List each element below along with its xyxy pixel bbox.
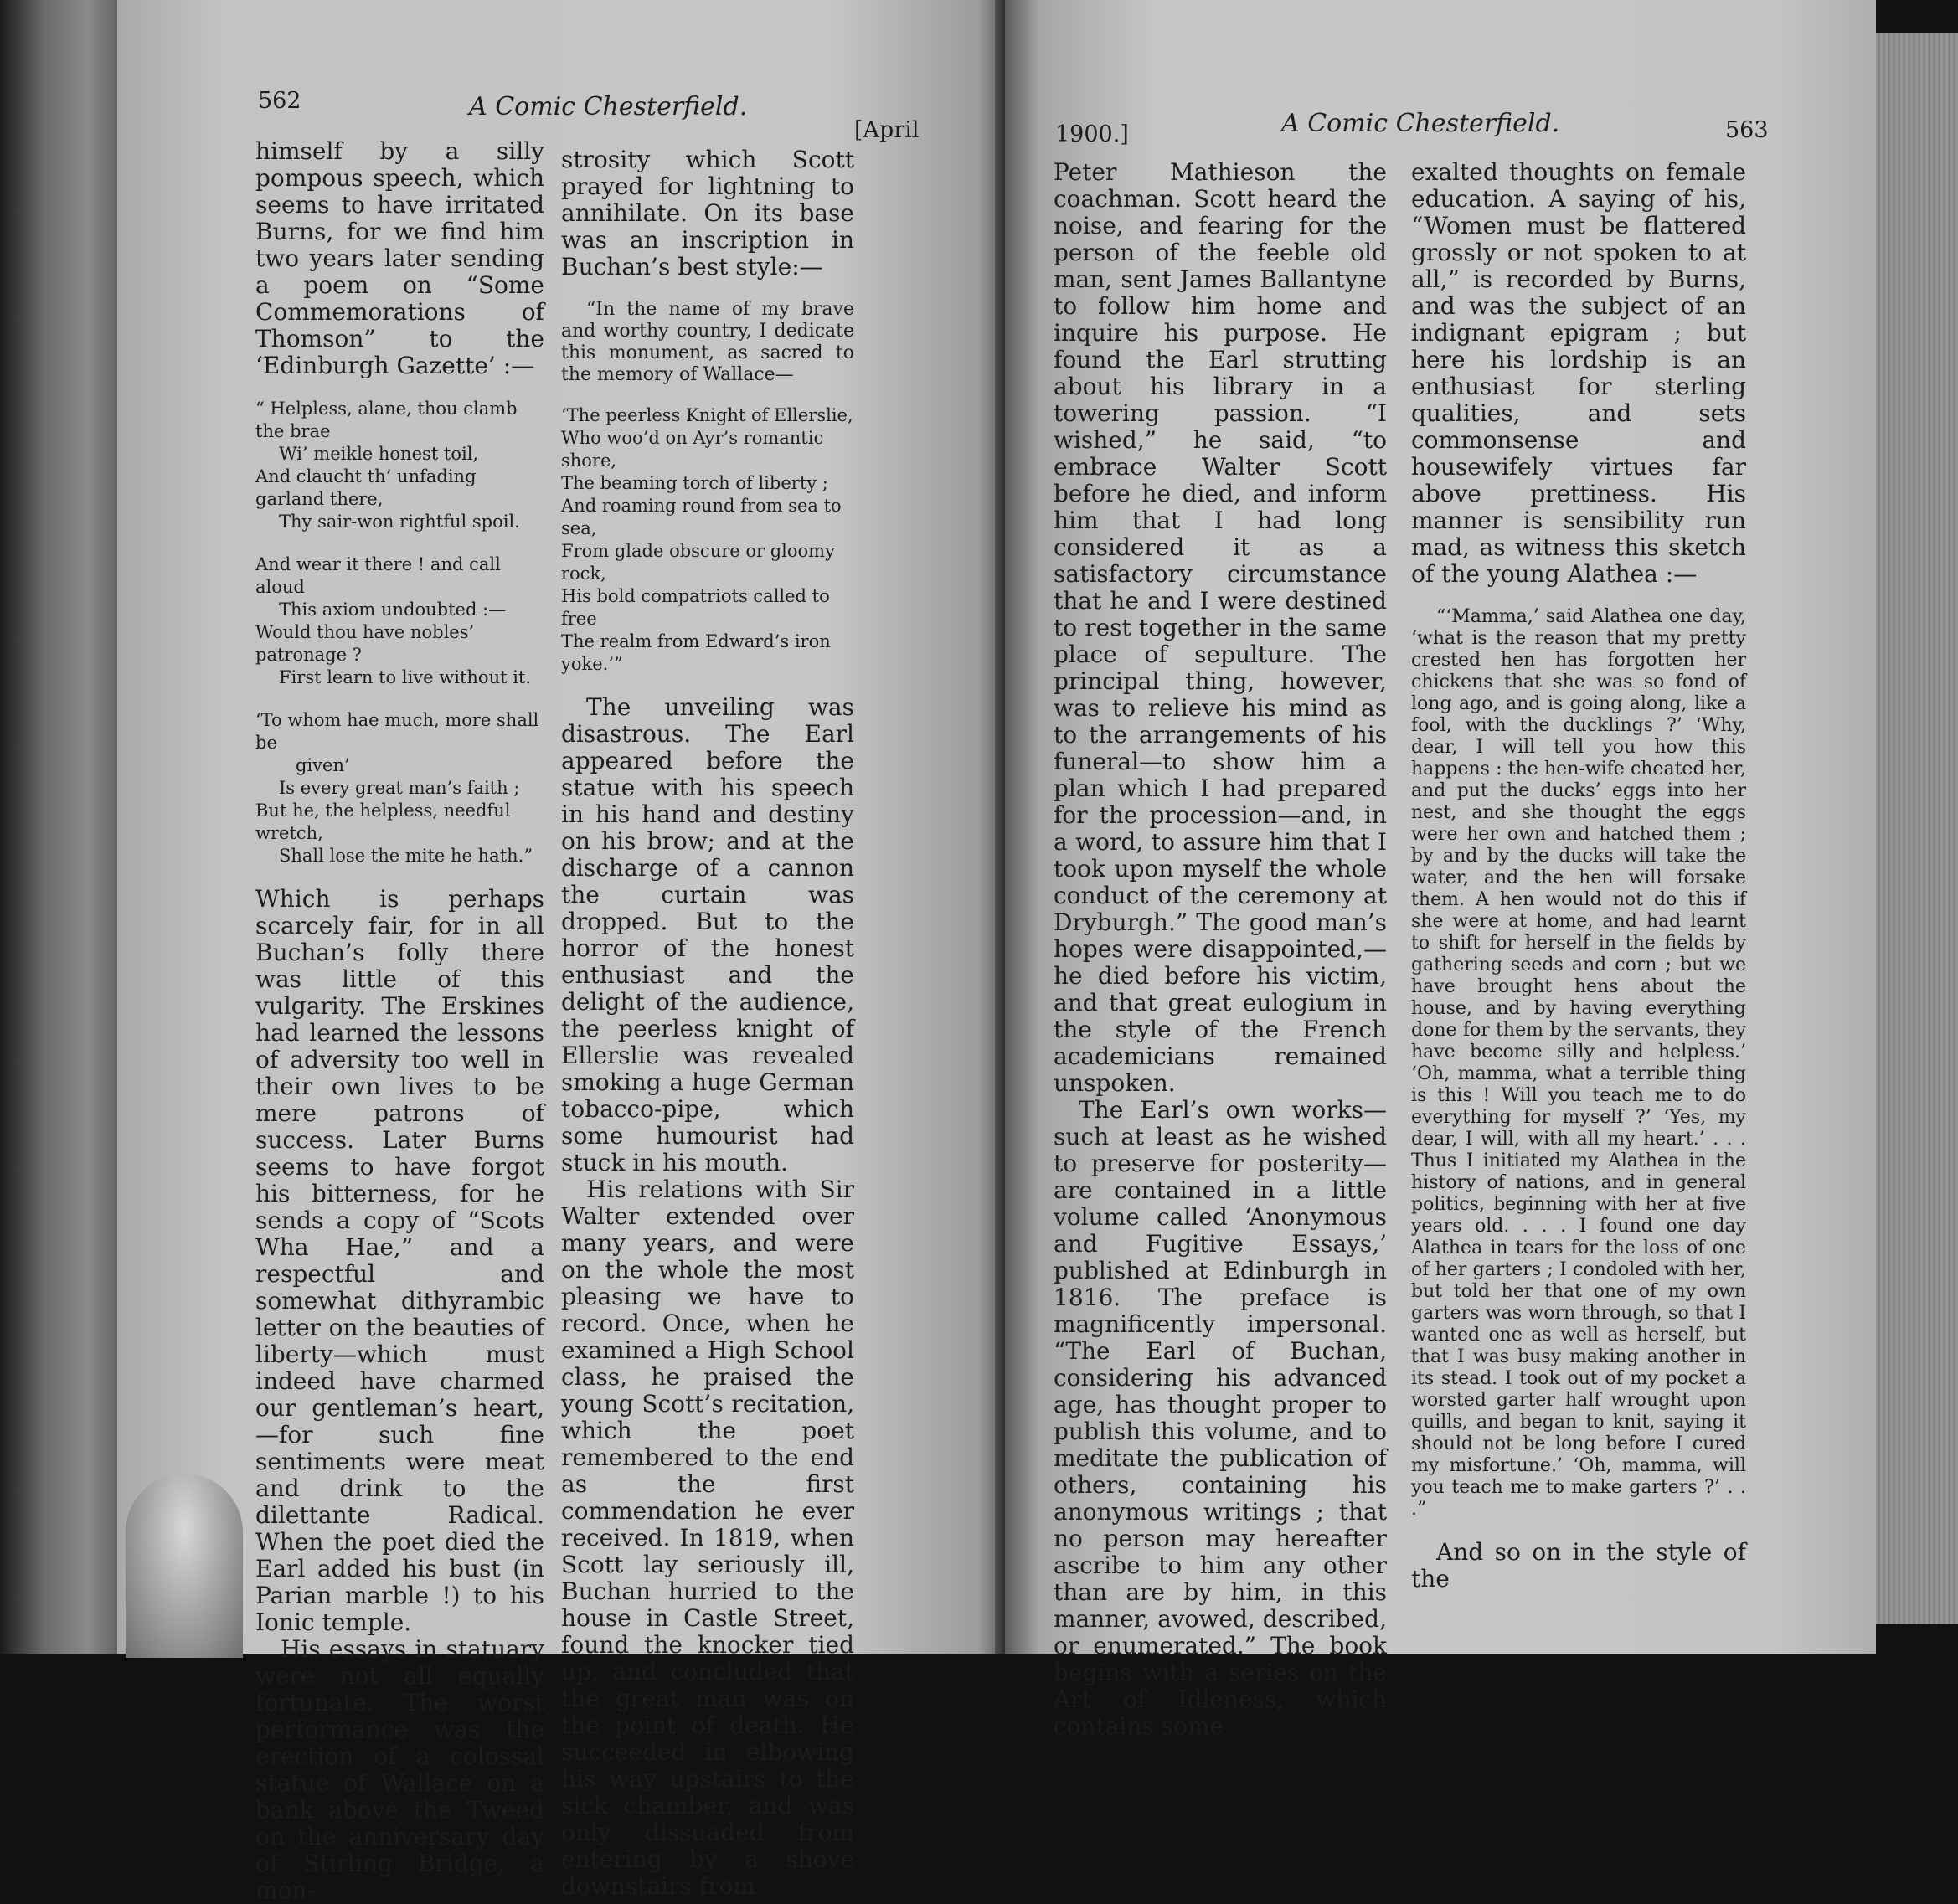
poem-line: Thy sair-won rightful spoil. [279, 512, 520, 532]
left-column-1 [255, 138, 544, 1904]
poem-line: ‘To whom hae much, more shall be [255, 710, 539, 753]
poem-line: “ Helpless, alane, thou clamb the brae [255, 399, 518, 441]
poem-line: Shall lose the mite he hath.” [279, 846, 533, 866]
poem-line: But he, the helpless, needful wretch, [255, 800, 511, 843]
poem-line: given’ [296, 755, 350, 775]
book-edge-right [1874, 33, 1958, 1624]
book-edge-left [0, 0, 126, 1654]
left-col2-para2: The unveiling was disastrous. The Earl appeared before the statue with his speech in his hand and destiny on his brow; and at the discharge of a cannon the curtain was dropped. But to the horror of the honest enthusiast and the delight of the audience, the peerless knight of Ellerslie was revealed smoking a huge German tobacco-pipe, which some humourist had stuck in his mouth. [561, 693, 854, 1176]
poem-line: ‘The peerless Knight of Ellerslie, [561, 405, 853, 425]
poem-line: Is every great man’s faith ; [279, 778, 520, 798]
thumb [126, 1474, 243, 1658]
right-col2-para1: exalted thoughts on female education. A saying of his, “Women must be flattered grossly or not spoken to at all,” is recorded by Burns, and was the subject of an indignant epigram ; but here his lordship is an enthusiast for sterling qualities, and sets commonsense and housewifely virtues far above prettiness. His manner is sensibility run mad, as witness this sketch of the young Alathea :— [1411, 158, 1746, 588]
left-running-title: A Comic Chesterfield. [469, 92, 748, 121]
right-col2-para2: And so on in the style of the [1411, 1538, 1746, 1593]
poem-line: This axiom undoubted :— [279, 600, 507, 620]
poem-line: And roaming round from sea to sea, [561, 496, 842, 538]
right-col1-para2: The Earl’s own works—such at least as he wished to preserve for posterity—are contained in a little volume called ‘Anonymous and Fugitive Essays,’ published at Edinburgh in 1816. The preface is magnificently impersonal. “The Earl of Buchan, considering his advanced age, has thought proper to publish this volume, and to meditate the publication of others, containing his anonymous writings ; that no person may hereafter ascribe to him any other than are by him, in this manner, avowed, described, or enumerated.” The book begins with a series on the Art of Idleness, which contains some [1054, 1096, 1387, 1740]
left-col1-poem [255, 398, 544, 867]
right-col1-para1: Peter Mathieson the coachman. Scott heard the noise, and fearing for the person of the feeble old man, sent James Ballantyne to follow him home and inquire his purpose. He found the Earl strutting about his library in a towering passion. “I wished,” he said, “to embrace Walter Scott before he died, and inform him that I had long considered it as a satisfactory circumstance that he and I were destined to rest together in the same place of sepulture. The principal thing, however, was to relieve his mind as to the arrangements of his funeral—to show him a plan which I had prepared for the procession—and, in a word, to assure him that I took upon myself the whole conduct of the ceremony at Dryburgh.” The good man’s hopes were disappointed,—he died before his victim, and that great eulogium in the style of the French academicians remained unspoken. [1054, 158, 1387, 1097]
poem-line: The beaming torch of liberty ; [561, 473, 828, 493]
poem-line: First learn to live without it. [279, 667, 532, 687]
left-page [117, 0, 1005, 1904]
left-col2-para3: His relations with Sir Walter extended over many years, and were on the whole the most pleasing we have to record. Once, when he examined a High School class, he praised the young Scott’s recitation, which the poet remembered to the end as the first commendation he ever received. In 1819, when Scott lay seriously ill, Buchan hurried to the house in Castle Street, found the knocker tied up, and concluded that the great man was on the point of death. He succeeded in elbowing his way upstairs to the sick chamber, and was only dissuaded from entering by a shove downstairs from [561, 1176, 854, 1900]
left-date-tag: [April [854, 117, 920, 143]
poem-line: Would thou have nobles’ patronage ? [255, 622, 475, 665]
poem-line: From glade obscure or gloomy rock, [561, 541, 835, 584]
left-col1-para1: himself by a silly pompous speech, which seems to have irritated Burns, for we find him two years later sending a poem on “Some Commemorations of Thomson” to the ‘Edinburgh Gazette’ :— [255, 137, 544, 379]
left-col2-poem [561, 404, 854, 676]
poem-line: Wi’ meikle honest toil, [279, 444, 479, 464]
right-column-2 [1411, 159, 1746, 1593]
left-col2-para1: strosity which Scott prayed for lightning to annihilate. On its base was an inscription in Buchan’s best style:— [561, 146, 854, 280]
poem-line: And claucht th’ unfading garland there, [255, 466, 477, 509]
right-date-tag: 1900.] [1055, 121, 1129, 147]
poem-line: And wear it there ! and call aloud [255, 554, 501, 597]
left-col2-inscription: “In the name of my brave and worthy country, I dedicate this monument, as sacred to the memory of Wallace— [561, 299, 854, 385]
left-column-2 [561, 147, 854, 1900]
right-page-number: 563 [1725, 117, 1769, 143]
left-col1-para2: Which is perhaps scarcely fair, for in all Buchan’s folly there was little of this vulgarity. The Erskines had learned the lessons of adversity too well in their own lives to be mere patrons of success. Later Burns seems to have forgot his bitterness, for he sends a copy of “Scots Wha Hae,” and a respectful and somewhat dithyrambic letter on the beauties of liberty—which must indeed have charmed our gentleman’s heart, —for such fine sentiments were meat and drink to the dilettante Radical. When the poet died the Earl added his bust (in Parian marble !) to his Ionic temple. [255, 885, 544, 1636]
right-col2-extract: “‘Mamma,’ said Alathea one day, ‘what is the reason that my pretty crested hen has forgotten her chickens that she was so fond of long ago, and is going along, like a fool, with the ducklings ?’ ‘Why, dear, I will tell you how this happens : the hen-wife cheated her, and put the ducks’ eggs into her nest, and she thought the eggs were her own and hatched them ; by and by the ducks will take the water, and the hen will forsake them. A hen would not do this if she were at home, and had learnt to shift for herself in the fields by gathering seeds and corn ; but we have brought hens about the house, and by having everything done for them by the servants, they have become silly and helpless.’ ‘Oh, mamma, what a terrible thing is this ! Will you teach me to do everything for myself ?’ ‘Yes, my dear, I will, with all my heart.’ . . . Thus I initiated my Alathea in the history of nations, and in general politics, beginning with her at five years old. . . . I found one day Alathea in tears for the loss of one of her garters ; I condoled with her, but told her that one of my own garters was worn through, so that I wanted one as well as herself, but that I was busy making another in its stead. I took out of my pocket a worsted garter half wrought upon quills, and began to knit, saying it should not be long before I cured my misfortune.’ ‘Oh, mamma, will you teach me to make garters ?’ . . .” [1411, 606, 1746, 1520]
left-page-number: 562 [258, 88, 301, 114]
right-running-title: A Comic Chesterfield. [1281, 109, 1560, 138]
right-page [1005, 0, 1876, 1740]
poem-line: Who woo’d on Ayr’s romantic shore, [561, 428, 824, 471]
right-column-1 [1054, 159, 1387, 1740]
left-col1-para3: His essays in statuary were not all equally fortunate. The worst performance was the erection of a colossal statue of Wallace on a bank above the Tweed on the anniversary day of Stirling Bridge, a mon- [255, 1635, 544, 1904]
poem-line: The realm from Edward’s iron yoke.’” [561, 631, 831, 674]
poem-line: His bold compatriots called to free [561, 586, 830, 629]
